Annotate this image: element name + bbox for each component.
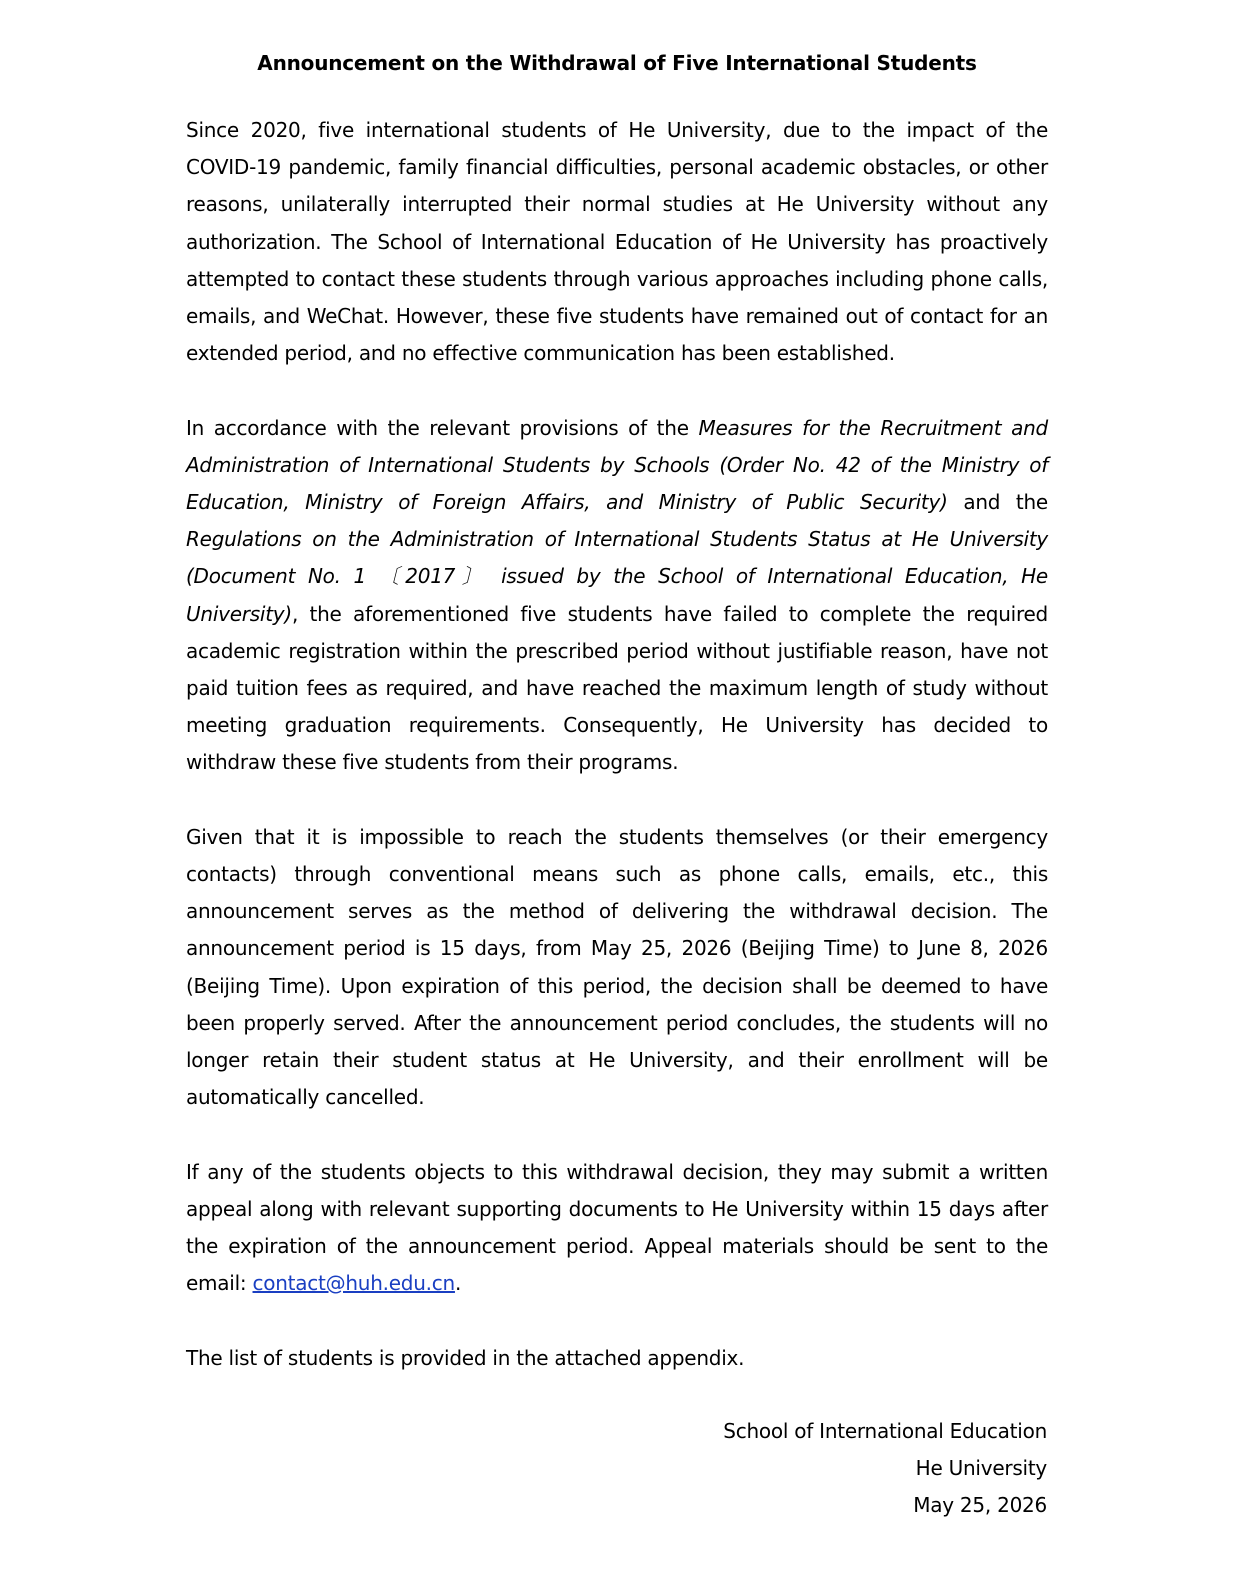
measures-document-title: Measures for the Recruitment and Administration of International Students by Schools (Order No. 42 of the Ministry of Education, Ministry of Foreign Affairs, and Ministry of Public Security) (186, 415, 1048, 515)
paragraph-background: Since 2020, five international students of He University, due to the impact of the COVID-19 pandemic, family financial difficulties, personal academic obstacles, or other reasons, unilaterally interrupted their normal studies at He University without any authorization. The School of International Education of He University has proactively attempted to contact these students through various approaches including phone calls, emails, and WeChat. However, these five students have remained out of contact for an extended period, and no effective communication has been established. (186, 118, 1048, 366)
signature-block (723, 1413, 1047, 1525)
signature-office: School of International Education (723, 1419, 1047, 1443)
regulations-joiner-text: and the (947, 490, 1048, 515)
regulations-lead-text: In accordance with the relevant provisions of the (186, 415, 699, 440)
regulations-document-title: Regulations on the Administration of International Students Status at He University (Document No. 1 〔2017〕 issued by the School of International Education, He University) (186, 527, 1048, 626)
appeal-end: . (454, 1271, 462, 1296)
announcement-title: Announcement on the Withdrawal of Five International Students (257, 51, 977, 75)
signature-date: May 25, 2026 (913, 1493, 1047, 1518)
contact-email-link[interactable]: contact@huh.edu.cn (252, 1271, 455, 1296)
paragraph-appendix: The list of students is provided in the attached appendix. (186, 1345, 745, 1370)
paragraph-appeal (186, 1154, 1048, 1303)
signature-institution: He University (915, 1456, 1047, 1481)
appeal-text: If any of the students objects to this withdrawal decision, they may submit a written appeal along with relevant supporting documents to He University within 15 days after the expiration of the announcement period. Appeal materials should be sent to the email: (186, 1159, 1048, 1296)
paragraph-regulations (186, 410, 1048, 782)
paragraph-announcement-period: Given that it is impossible to reach the students themselves (or their emergency contacts) through conventional means such as phone calls, emails, etc., this announcement serves as the method of delivering the withdrawal decision. The announcement period is 15 days, from May 25, 2026 (Beijing Time) to June 8, 2026 (Beijing Time). Upon expiration of this period, the decision shall be deemed to have been properly served. After the announcement period concludes, the students will no longer retain their student status at He University, and their enrollment will be automatically cancelled. (186, 824, 1048, 1110)
announcement-body (186, 112, 1048, 1414)
regulations-rest-text: , the aforementioned five students have failed to complete the required academic registration within the prescribed period without justifiable reason, have not paid tuition fees as required, and have reached the maximum length of study without meeting graduation requirements. Consequently, He University has decided to withdraw these five students from their programs. (186, 601, 1048, 775)
